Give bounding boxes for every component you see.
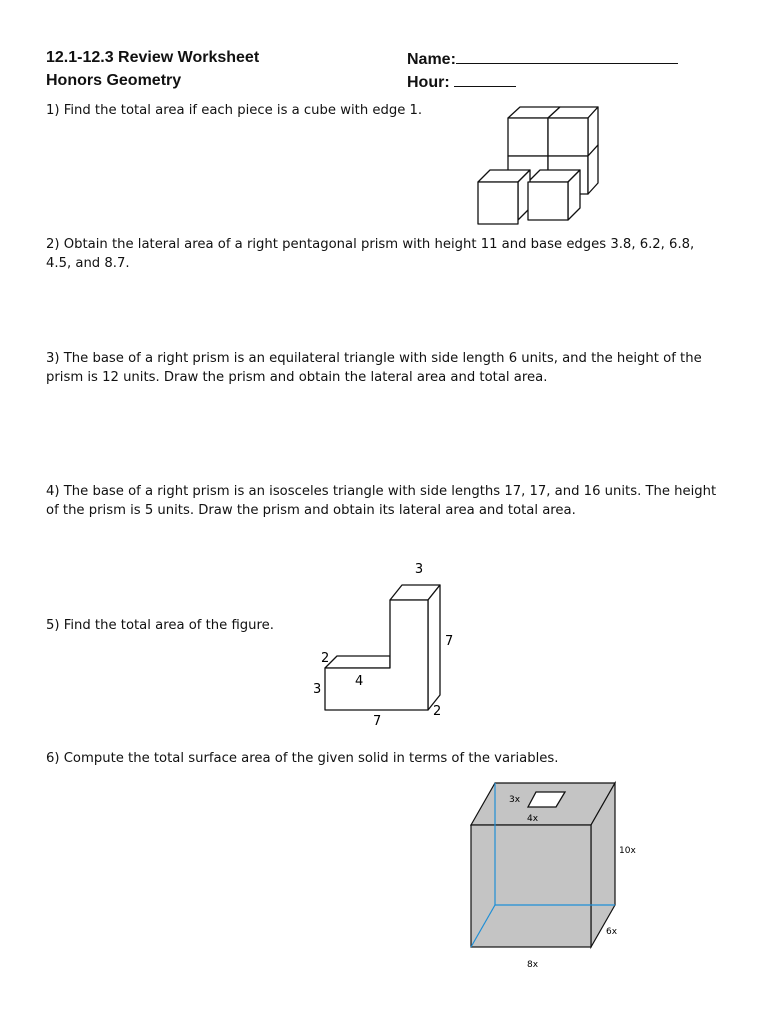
label-tall-height: 7 <box>445 634 454 649</box>
label-top-width: 3 <box>414 562 424 577</box>
label-hole-length: 4x <box>527 814 539 824</box>
label-left-depth: 2 <box>321 651 330 666</box>
label-height: 10x <box>619 846 636 856</box>
box-front-face <box>471 825 591 947</box>
label-left-height: 3 <box>313 682 322 697</box>
column-side-face <box>428 585 440 710</box>
question-2: 2) Obtain the lateral area of a right pentagonal prism with height 11 and base edges 3.8, 6.2, 6.8, 4.5, and 8.7. <box>46 237 695 271</box>
arm-top-face <box>325 656 390 668</box>
hour-blank <box>454 72 516 87</box>
label-depth: 6x <box>606 927 618 937</box>
label-right-depth: 2 <box>433 704 442 719</box>
hour-field <box>407 72 516 92</box>
front-face <box>325 600 428 710</box>
name-blank <box>456 49 678 64</box>
l-shape-figure <box>305 555 465 735</box>
label-width: 8x <box>527 960 539 970</box>
cube-stack-figure <box>470 100 610 235</box>
name-label: Name: <box>407 51 456 68</box>
course-title: Honors Geometry <box>46 72 182 89</box>
question-1: 1) Find the total area if each piece is a cube with edge 1. <box>46 103 423 118</box>
cube-front-lower-right <box>528 182 568 220</box>
cube-front-upper-left <box>508 118 548 156</box>
question-5: 5) Find the total area of the figure. <box>46 618 274 633</box>
name-field <box>407 49 678 69</box>
box-hole-figure <box>455 775 655 975</box>
label-top-length: 4 <box>355 674 364 689</box>
cube-front-lower-left <box>478 182 518 224</box>
hour-label: Hour: <box>407 74 450 91</box>
question-4: 4) The base of a right prism is an isosceles triangle with side lengths 17, 17, and 16 units. The height of the prism is 5 units. Draw the prism and obtain its lateral area and total area. <box>46 484 717 518</box>
label-hole-width: 3x <box>509 795 521 805</box>
cube-front-upper-right <box>548 118 588 156</box>
label-bottom-length: 7 <box>373 714 382 729</box>
question-6: 6) Compute the total surface area of the given solid in terms of the variables. <box>46 751 559 766</box>
worksheet-title: 12.1-12.3 Review Worksheet <box>46 49 260 66</box>
question-3: 3) The base of a right prism is an equilateral triangle with side length 6 units, and the height of the prism is 12 units. Draw the prism and obtain the lateral area and total area. <box>46 351 702 385</box>
